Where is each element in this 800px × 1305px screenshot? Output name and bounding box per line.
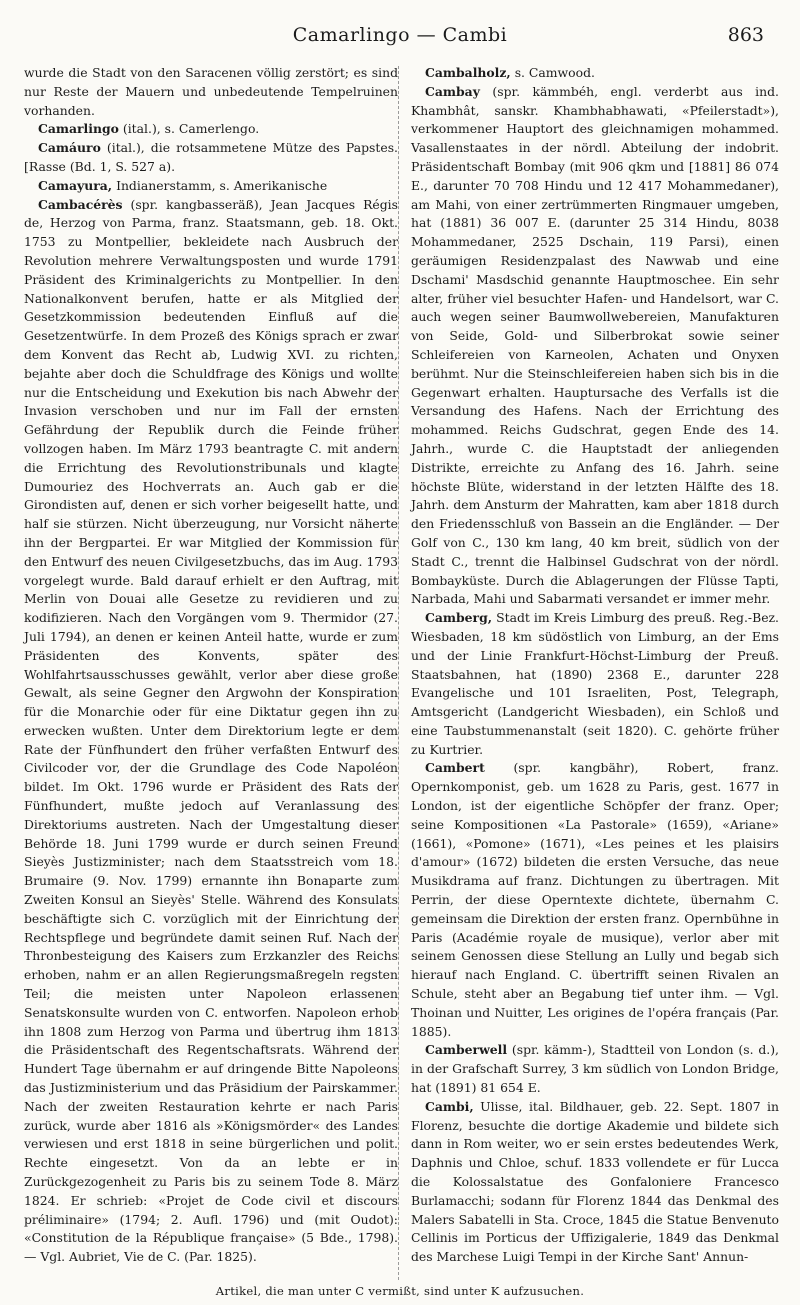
- entry-headword: Camarlingo: [38, 121, 119, 137]
- page-number: 863: [727, 24, 764, 46]
- entry-text: (spr. kangbasseräß), Jean Jacques Régis de, Herzog von Parma, franz. Staatsmann, geb. 18. Okt. 1753 zu Montpellier, bekleidete nach Ausbruch der Revolution mehrere Verwaltungsposten und wurde 1791 Präsident des Kriminalgerichts zu Montpellier. In den Nationalkonvent berufen, hatte er als Mitglied der Gesetzkommission bedeutenden Einfluß auf die Gesetzentwürfe. In dem Prozeß des Königs sprach er zwar dem Konvent das Recht ab, Ludwig XVI. zu richten, bejahte aber doch die Schuldfrage des Königs und wollte nur die Entscheidung und Exekution bis nach Abwehr der Invasion verschoben und nur im Fall der ernsten Gefährdung der Republik durch die Feinde früher vollzogen haben. Im März 1793 beantragte C. mit andern die Errichtung des Revolutionstribunals und klagte Dumouriez des Hochverrats an. Auch gab er die Girondisten auf, denen er sich vorher beigesellt hatte, und half sie stürzen. Nicht überzeugung, nur Vorsicht näherte ihn der Bergpartei. Er war Mitglied der Kommission für den Entwurf des neuen Civilgesetzbuchs, das im Aug. 1793 vorgelegt wurde. Bald darauf erhielt er den Auftrag, mit Merlin von Douai alle Gesetze zu revidieren und zu kodifizieren. Nach den Vorgängen vom 9. Thermidor (27. Juli 1794), an denen er keinen Anteil hatte, wurde er zum Präsidenten des Konvents, später des Wohlfahrtsausschusses gewählt, verlor aber diese große Gewalt, als seine Gegner den Argwohn der Konspiration für die Monarchie oder für eine Diktatur gegen ihn zu erwecken wußten. Unter dem Direktorium legte er dem Rate der Fünfhundert den früher verfaßten Entwurf des Civilcoder vor, der die Grundlage des Code Napoléon bildet. Im Okt. 1796 wurde er Präsident des Rats der Fünfhundert, mußte jedoch auf Veranlassung des Direktoriums austreten. Nach der Umgestaltung dieser Behörde 18. Juni 1799 wurde er durch seinen Freund Sieyès Justizminister; nach dem Staatsstreich vom 18. Brumaire (9. Nov. 1799) ernannte ihn Bonaparte zum Zweiten Konsul an Sieyès' Stelle. Während des Konsulats beschäftigte sich C. vorzüglich mit der Einrichtung der Rechtspflege und begründete damit seinen Ruf. Nach der Thronbesteigung des Kaisers zum Erzkanzler des Reichs erhoben, nahm er an allen Regierungsmaßregeln regsten Teil; die meisten unter Napoleon erlassenen Senatskonsulte wurden von C. entworfen. Napoleon erhob ihn 1808 zum Herzog von Parma und übertrug ihm 1813 die Präsidentschaft des Regentschaftsrats. Während der Hundert Tage übernahm er auf dringende Bitte Napoleons das Justizministerium und das Präsidium der Pairskammer. Nach der zweiten Restauration kehrte er nach Paris zurück, wurde aber 1816 als »Königsmörder« des Landes verwiesen und erst 1818 in seine bürgerlichen und polit. Rechte eingesetzt. Von da an lebte er in Zurückgezogenheit zu Paris bis zu seinem Tode 8. März 1824. Er schrieb: «Projet de Code civil et discours préliminaire» (1794; 2. Aufl. 1796) und (mit Oudot): «Constitution de la République française» (5 Bde., 1798). — Vgl. Aubriet, Vie de C. (Par. 1825).: [24, 196, 398, 1265]
- dictionary-entry: [411, 1098, 779, 1267]
- entry-text: (spr. kämm-), Stadtteil von London (s. d.), in der Grafschaft Surrey, 3 km südlich von London Bridge, hat (1891) 81 654 E.: [411, 1042, 779, 1096]
- page-header: [0, 24, 800, 54]
- dictionary-entry: [24, 196, 398, 1267]
- dictionary-entry: [24, 139, 398, 177]
- entry-text: (spr. kämmbéh, engl. verderbt aus ind. Khambhât, sanskr. Khambhabhawati, «Pfeilerstadt»), verkommener Hauptort des gleichnamigen mohammed. Vasallenstaates in der nördl. Abteilung der indobrit. Präsidentschaft Bombay (mit 906 qkm und [1881] 86 074 E., darunter 70 708 Hindu und 12 417 Mohammedaner), am Mahi, von einer zertrümmerten Ringmauer umgeben, hat (1881) 36 007 E. (darunter 25 314 Hindu, 8038 Mohammedaner, 2525 Dschain, 119 Parsi), einen geräumigen Residenzpalast des Nawwab und eine Dschami' Masdschid genannte Hauptmoschee. Ein sehr alter, früher viel besuchter Hafen- und Handelsort, war C. auch wegen seiner Baumwollwebereien, Manufakturen von Seide, Gold- und Silberbrokat sowie seiner Schleifereien von Karneolen, Achaten und Onyxen berühmt. Nur die Steinschleifereien haben sich bis in die Gegenwart erhalten. Hauptursache des Verfalls ist die Versandung des Hafens. Nach der Errichtung des mohammed. Reichs Gudschrat, gegen Ende des 14. Jahrh., wurde C. die Hauptstadt der anliegenden Distrikte, erreichte zu Anfang des 16. Jahrh. seine höchste Blüte, widerstand in der letzten Hälfte des 18. Jahrh. dem Ansturm der Mahratten, kam aber 1818 durch den Friedensschluß von Bassein an die Engländer. — Der Golf von C., 130 km lang, 40 km breit, südlich von der Stadt C., trennt die Halbinsel Gudschrat von der nördl. Bombayküste. Durch die Ablagerungen der Flüsse Tapti, Narbada, Mahi und Sabarmati versandet er immer mehr.: [411, 83, 779, 607]
- dictionary-entry: [411, 1041, 779, 1097]
- dictionary-entry: [411, 609, 779, 759]
- dictionary-entry: [24, 177, 398, 196]
- entry-headword: Camberwell: [425, 1042, 508, 1058]
- entry-text: (spr. kangbähr), Robert, franz. Opernkomponist, geb. um 1628 zu Paris, gest. 1677 in London, ist der eigentliche Schöpfer der franz. Oper; seine Kompositionen «La Pastorale» (1659), «Ariane» (1661), «Pomone» (1671), «Les peines et les plaisirs d'amour» (1672) bildeten die ersten Versuche, das neue Musikdrama auf franz. Dichtungen zu übertragen. Mit Perrin, der diese Operntexte dichtete, übernahm C. gemeinsam die Direktion der ersten franz. Opernbühne in Paris (Académie royale de musique), verlor aber mit seinem Genossen diese Stellung an Lully und begab sich hierauf nach England. C. übertrifft seinen Rivalen an Schule, steht aber an Begabung tief unter ihm. — Vgl. Thoinan und Nuitter, Les origines de l'opéra français (Par. 1885).: [411, 760, 779, 1039]
- entry-text: s. Camwood.: [514, 65, 595, 80]
- entry-headword: Camáuro: [38, 140, 101, 156]
- entry-headword: Cambi,: [425, 1098, 474, 1114]
- entry-text: wurde die Stadt von den Saracenen völlig zerstört; es sind nur Reste der Mauern und unbedeutende Tempelruinen vorhanden.: [24, 65, 398, 118]
- entry-headword: Camayura,: [38, 177, 113, 193]
- entry-text: Indianerstamm, s. Amerikanische: [116, 177, 328, 193]
- footer-note: Artikel, die man unter C vermißt, sind unter K aufzusuchen.: [215, 1284, 585, 1298]
- dictionary-entry: [24, 64, 398, 120]
- column-divider: [398, 66, 399, 1280]
- entry-text: Stadt im Kreis Limburg des preuß. Reg.-Bez. Wiesbaden, 18 km südöstlich von Limburg, an der Ems und der Linie Frankfurt-Höchst-Limburg der Preuß. Staatsbahnen, hat (1890) 2368 E., darunter 228 Evangelische und 101 Israeliten, Post, Telegraph, Amtsgericht (Landgericht Wiesbaden), ein Schloß und eine Taubstummenanstalt (seit 1820). C. gehörte früher zu Kurtrier.: [411, 610, 779, 757]
- entry-text: Ulisse, ital. Bildhauer, geb. 22. Sept. 1807 in Florenz, besuchte die dortige Akademie und bildete sich dann in Rom weiter, wo er sein erstes bedeutendes Werk, Daphnis und Chloe, schuf. 1833 vollendete er für Lucca die Kolossalstatue des Gonfaloniere Francesco Burlamacchi; sodann für Florenz 1844 das Denkmal des Malers Sabatelli in Sta. Croce, 1845 die Statue Benvenuto Cellinis im Porticus der Uffizigalerie, 1849 das Denkmal des Marchese Luigi Tempi in der Kirche Sant' Annun-: [411, 1098, 779, 1265]
- entry-headword: Camberg,: [425, 610, 493, 626]
- entry-headword: Cambalholz,: [425, 65, 511, 80]
- dictionary-entry: [411, 83, 779, 609]
- entry-text: (ital.), die rotsammetene Mütze des Papstes. [Rasse (Bd. 1, S. 527 a).: [24, 140, 398, 174]
- left-column: [24, 64, 398, 1267]
- right-column: [411, 64, 779, 1267]
- entry-headword: Cambert: [425, 760, 485, 776]
- entry-headword: Cambay: [425, 83, 480, 99]
- entry-text: (ital.), s. Camerlengo.: [122, 121, 260, 137]
- dictionary-entry: [411, 64, 779, 83]
- running-title: Camarlingo — Cambi: [292, 24, 508, 46]
- entry-headword: Cambacérès: [38, 196, 123, 212]
- dictionary-entry: [411, 759, 779, 1041]
- dictionary-entry: [24, 120, 398, 139]
